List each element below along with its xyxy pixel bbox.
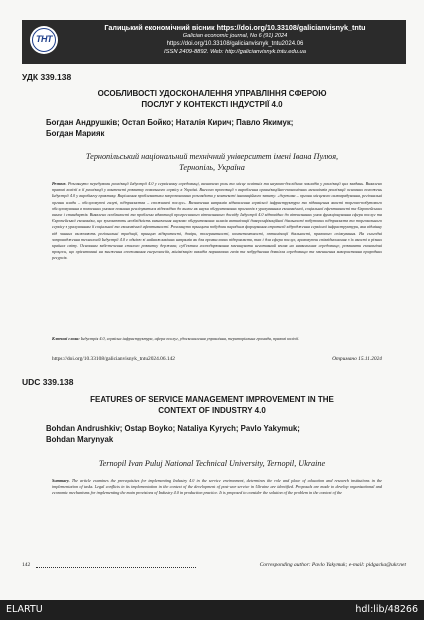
affiliation-en <box>40 458 384 469</box>
affiliation-uk-line1: Тернопільський національний технічний університет імені Івана Пулюя, <box>85 152 339 161</box>
affiliation-uk <box>40 151 384 173</box>
keywords-uk-label: Ключові слова: <box>52 336 80 341</box>
page-number: 142 <box>22 562 31 568</box>
authors-uk-line1: Богдан Андрушків; Остап Бойко; Наталія Кирич; Павло Якимук; <box>46 118 294 127</box>
journal-issue-doi: https://doi.org/10.33108/galicianvisnyk_tntu2024.06 <box>166 41 304 47</box>
keywords-uk-text: Індустрія 4.0, сервісна інфраструктура, сфера послуг, удосконалення управління, територіальна громада, правові колізії. <box>80 336 300 341</box>
keywords-uk <box>52 336 382 342</box>
udc-en: UDC 339.138 <box>22 377 74 387</box>
journal-header <box>22 20 406 64</box>
handle-id[interactable]: hdl:lib/48266 <box>355 604 418 615</box>
university-logo <box>30 26 58 54</box>
authors-en-line2: Bohdan Marynyak <box>46 435 114 444</box>
authors-uk-line2: Богдан Марияк <box>46 129 105 138</box>
logo-text: ТНТ <box>36 34 52 44</box>
article-title-en <box>30 394 394 416</box>
journal-issn-web: ISSN 2409-8892. Web: http://galicianvisnyk.tntu.edu.ua <box>163 49 306 55</box>
journal-title-en: Galician economic journal, No 6 (91) 2024 <box>182 33 288 39</box>
journal-info <box>68 24 402 56</box>
summary-en-label: Summary. <box>52 478 70 483</box>
summary-en-text: The article examines the prerequisites for implementing Industry 4.0 in the service environment, determines the role and place of education and research institutions in the implementation of tasks. Legal conflicts in its implementation in the context of the development of post-war service in Ukraine are identified. Proposals are made to develop organizational and economic mechanisms for implementing the main provisions of Industry 4.0 in production practice. It is proposed to consider the solution of the problem in the context of the <box>52 478 382 496</box>
doi-link[interactable]: https://doi.org/10.33108/galicianvisnyk_tntu2024.06.142 <box>52 356 175 362</box>
title-en-line2: CONTEXT OF INDUSTRY 4.0 <box>158 406 266 415</box>
repository-name: ELARTU <box>6 604 43 615</box>
abstract-uk-text: Розглянуто передумови реалізації Індустрії 4.0 у сервісному середовищі, визначено роль та місце освітніх та науково-дослідних закладів у реалізації цих завдань. Виявлено правові колізії в її реалізації у контексті розвитку повоєнного сервісу в Україні. Внесено пропозиції з вироблення організаційно-економічних механізмів реалізації основних положень Індустрії 4.0 у виробничу практику. Вирішення проблематики запропоновано розглядати у контексті інноваційного запиту: «держава – органи місцевого самоврядування, регіональні органи влади – обслуговуючі галузі, підприємства – споживачі послуг». Визначення напрямів відновлення сервісної інфраструктури та підвищення якості торгово-побутового обслуговування в повоєнних умовах повинна реалізуватися відповідно до вимог як науки обгрунтованих прогнозів з урахуванням економічної, соціальної ефективності та Європейських вимог і стандартів. Виявлено особливості та проблеми адаптації прогресивного вітчизняного досвіду Індустрії 4.0 відповідно до вітчизняних умов функціонування сфери послуг та Європейської економіки, що зумовлюють необхідність визначення науково обгрунтованих шляхів активізації диверсифікаційної діяльності побутових підприємств та торговельного сервісу з урахуванням її соціальної та економічної ефективності. Розглянуто принципи побудови парадигм формування стратегії відродження сервісної інфраструктури, яка відмінну від чинних включають регіональні традиції, принцип відкритості, довіри, толерантності, компетентності, оптимізації діяльності, правового спілкування. На сьогодні запровадження технологій Індустрії 4.0 є однією зі найважливіших напрямів як для промислових підприємств, так і для сфери послуг, враховуючи співвідношення з їх якості в різних країнах світу. Основним забезпечення сталого розвитку держави; суб'єктам господарювання зменшувати негативний вплив на навколишнє середовище, розвивати економічні процеси, що орієнтовані на зниження споживання енергоносіїв, мінімізацію викидів парникових газів та забруднення довкілля середовища та зменшення використання природних ресурсів. <box>52 181 382 261</box>
authors-uk <box>46 117 386 139</box>
summary-en <box>52 478 382 497</box>
authors-en <box>46 423 386 445</box>
title-uk-line2: ПОСЛУГ У КОНТЕКСТІ ІНДУСТРІЇ 4.0 <box>141 100 283 109</box>
repository-bar <box>0 600 424 620</box>
footer-rule <box>36 567 196 568</box>
title-en-line1: FEATURES OF SERVICE MANAGEMENT IMPROVEMENT IN THE <box>90 395 334 404</box>
affiliation-en-line1: Ternopil Ivan Puluj National Technical University, Ternopil, Ukraine <box>98 459 326 468</box>
abstract-uk <box>52 181 382 262</box>
title-uk-line1: ОСОБЛИВОСТІ УДОСКОНАЛЕННЯ УПРАВЛІННЯ СФЕРОЮ <box>97 89 327 98</box>
abstract-uk-label: Резюме. <box>52 181 67 186</box>
corresponding-author: Corresponding author: Pavlo Yakymuk; e-mail: pidgacka@ukr.net <box>259 562 406 568</box>
journal-title-uk: Галицький економічний вісник https://doi.org/10.33108/galicianvisnyk_tntu <box>104 23 366 32</box>
article-title-uk <box>30 88 394 110</box>
article-meta-uk <box>52 356 382 362</box>
udc-uk: УДК 339.138 <box>22 72 72 82</box>
received-date: Отримано 15.11.2024 <box>332 356 382 362</box>
affiliation-uk-line2: Тернопіль, Україна <box>179 163 245 172</box>
authors-en-line1: Bohdan Andrushkiv; Ostap Boyko; Nataliya Kyrych; Pavlo Yakymuk; <box>46 424 300 433</box>
